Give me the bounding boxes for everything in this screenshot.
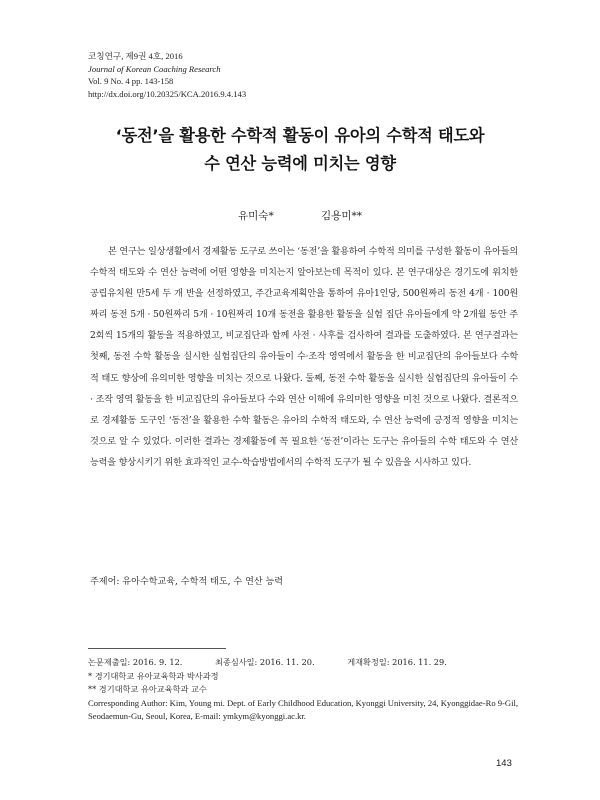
- affiliation-1: * 경기대학교 유아교육학과 박사과정: [88, 670, 219, 681]
- author-list: [0, 208, 600, 223]
- footnotes: [88, 656, 528, 724]
- title-line-1: ‘동전’을 활용한 수학적 활동이 유아의 수학적 태도와: [115, 126, 485, 145]
- author-1: 유미숙*: [238, 210, 274, 222]
- author-2: 김용미**: [321, 210, 362, 222]
- footnote-divider: [88, 648, 226, 649]
- affiliation-2: ** 경기대학교 유아교육학과 교수: [88, 684, 207, 695]
- journal-name: Journal of Korean Coaching Research: [88, 63, 221, 74]
- reviewed-date: 최종심사일: 2016. 11. 20.: [215, 657, 315, 667]
- submission-dates: [88, 656, 528, 670]
- journal-volume: Vol. 9 No. 4 pp. 143-158: [88, 76, 174, 87]
- journal-issue: 코칭연구, 제9권 4호, 2016: [88, 51, 183, 61]
- accepted-date: 게재확정일: 2016. 11. 29.: [347, 657, 447, 667]
- submitted-date: 논문제출일: 2016. 9. 12.: [88, 657, 183, 667]
- doi-link[interactable]: http://dx.doi.org/10.20325/KCA.2016.9.4.143: [88, 88, 247, 99]
- keywords: 주제어: 유아수학교육, 수학적 태도, 수 연산 능력: [90, 577, 284, 587]
- journal-header: [88, 50, 246, 100]
- page-number: 143: [496, 758, 512, 769]
- corresponding-author: Corresponding Author: Kim, Young mi. Dept. of Early Childhood Education, Kyonggi University, 24, Kyonggidae-Ro 9-Gil, Seodaemun-Gu, Seoul, Korea, E-mail: ymkym@kyonggi.ac.kr.: [88, 697, 519, 722]
- abstract: 본 연구는 일상생활에서 경제활동 도구로 쓰이는 ‘동전’을 활용하여 수학적 의미를 구성한 활동이 유아들의 수학적 태도와 수 연산 능력에 어떤 영향을 미치는지 알아보는데 목적이 있다. 본 연구대상은 경기도에 위치한 공립유치원 만5세 두 개 반을 선정하였고, 주간교육계획안을 통하여 유아1인당, 500원짜리 동전 4개 · 100원짜리 동전 5개 · 50원짜리 5개 · 10원짜리 10개 동전을 활용한 활동을 실험 집단 유아들에게 약 2개월 동안 주 2회씩 15개의 활동을 적용하였고, 비교집단과 함께 사전 · 사후를 검사하여 결과를 도출하였다. 본 연구결과는 첫째, 동전 수학 활동을 실시한 실험집단의 유아들이 수·조작 영역에서 활동을 한 비교집단의 유아들보다 수학적 태도 향상에 유의미한 영향을 미치는 것으로 나왔다. 둘째, 동전 수학 활동을 실시한 실험집단의 유아들이 수 · 조작 영역 활동을 한 비교집단의 유아들보다 수와 연산 이해에 유의미한 영향을 미친 것으로 나왔다. 결론적으로 경제활동 도구인 ‘동전’을 활용한 수학 활동은 유아의 수학적 태도와, 수 연산 능력에 긍정적 영향을 미치는 것으로 알 수 있었다. 이러한 결과는 경제활동에 꼭 필요한 ‘동전’이라는 도구는 유아들의 수학 태도와 수 연산 능력을 향상시키기 위한 효과적인 교수-학습방법에서의 수학적 도구가 될 수 있음을 시사하고 있다.: [90, 247, 518, 468]
- title-line-2: 수 연산 능력에 미치는 영향: [204, 154, 396, 173]
- paper-title: [0, 122, 600, 178]
